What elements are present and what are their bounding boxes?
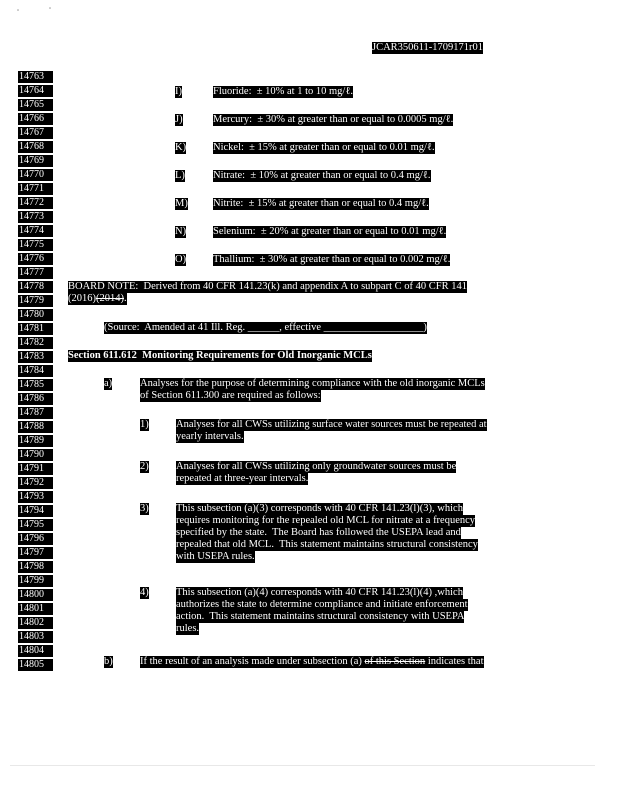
line-number: 14788 — [18, 421, 53, 433]
line-number: 14785 — [18, 379, 53, 391]
line-number: 14797 — [18, 547, 53, 559]
line-number: 14805 — [18, 659, 53, 671]
item-k-text: Nickel: ± 15% at greater than or equal to 0.01 mg/ℓ. — [213, 142, 435, 153]
line-number: 14763 — [18, 71, 53, 83]
sub3-line5: with USEPA rules. — [176, 551, 255, 562]
sub1-line2: yearly intervals. — [176, 431, 244, 442]
item-n-text: Selenium: ± 20% at greater than or equal to 0.01 mg/ℓ. — [213, 226, 447, 237]
sub4-line2: authorizes the state to determine compliance and initiate enforcement — [176, 599, 468, 610]
para-b-text — [140, 656, 484, 668]
para-b-label: b) — [104, 656, 113, 667]
line-number: 14784 — [18, 365, 53, 377]
item-o-label: O) — [175, 254, 187, 265]
line-number: 14765 — [18, 99, 53, 111]
line-number: 14787 — [18, 407, 53, 419]
board-note-line2 — [68, 293, 127, 305]
sub3-label: 3) — [140, 503, 149, 514]
sub3-line1: This subsection (a)(3) corresponds with 40 CFR 141.23(l)(3), which — [176, 503, 463, 514]
board-note-line1: BOARD NOTE: Derived from 40 CFR 141.23(k) and appendix A to subpart C of 40 CFR 141 — [68, 281, 467, 292]
line-number: 14768 — [18, 141, 53, 153]
line-number: 14791 — [18, 463, 53, 475]
item-m-text: Nitrite: ± 15% at greater than or equal to 0.4 mg/ℓ. — [213, 198, 429, 209]
line-number: 14775 — [18, 239, 53, 251]
sub2-label: 2) — [140, 461, 149, 472]
line-number: 14804 — [18, 645, 53, 657]
board-note-period: . — [124, 293, 127, 304]
item-i-text: Fluoride: ± 10% at 1 to 10 mg/ℓ. — [213, 86, 353, 97]
line-number: 14764 — [18, 85, 53, 97]
line-number: 14799 — [18, 575, 53, 587]
sub3-line4: repealed that old MCL. This statement maintains structural consistency — [176, 539, 478, 550]
line-number: 14803 — [18, 631, 53, 643]
item-n-label: N) — [175, 226, 187, 237]
item-m-label: M) — [175, 198, 188, 209]
document-id: JCAR350611-1709171r01 — [372, 42, 484, 53]
para-a-label: a) — [104, 378, 113, 389]
sub3-line2: requires monitoring for the repealed old MCL for nitrate at a frequency — [176, 515, 476, 526]
line-number: 14766 — [18, 113, 53, 125]
line-number: 14800 — [18, 589, 53, 601]
item-k-label: K) — [175, 142, 187, 153]
item-j-label: J) — [175, 114, 183, 125]
line-number: 14771 — [18, 183, 53, 195]
line-number: 14781 — [18, 323, 53, 335]
sub4-line4: rules. — [176, 623, 200, 634]
line-number: 14801 — [18, 603, 53, 615]
board-note-year: (2016) — [68, 293, 96, 304]
sub4-line3: action. This statement maintains structural consistency with USEPA — [176, 611, 465, 622]
line-number: 14770 — [18, 169, 53, 181]
line-number: 14778 — [18, 281, 53, 293]
line-number: 14796 — [18, 533, 53, 545]
item-l-label: L) — [175, 170, 185, 181]
line-number: 14774 — [18, 225, 53, 237]
source-note: (Source: Amended at 41 Ill. Reg. ______, effective ___________________) — [104, 322, 427, 333]
item-i-label: I) — [175, 86, 182, 97]
footer-rule — [10, 765, 595, 766]
line-number: 14789 — [18, 435, 53, 447]
line-number: 14780 — [18, 309, 53, 321]
line-number: 14773 — [18, 211, 53, 223]
sub2-line2: repeated at three-year intervals. — [176, 473, 309, 484]
line-number: 14769 — [18, 155, 53, 167]
item-l-text: Nitrate: ± 10% at greater than or equal to 0.4 mg/ℓ. — [213, 170, 431, 181]
line-number: 14777 — [18, 267, 53, 279]
line-number: 14795 — [18, 519, 53, 531]
sub3-line3: specified by the state. The Board has followed the USEPA lead and — [176, 527, 461, 538]
line-number: 14772 — [18, 197, 53, 209]
para-b-start: If the result of an analysis made under subsection (a) — [140, 656, 365, 667]
line-number: 14783 — [18, 351, 53, 363]
sub1-line1: Analyses for all CWSs utilizing surface water sources must be repeated at — [176, 419, 487, 430]
sub2-line1: Analyses for all CWSs utilizing only groundwater sources must be — [176, 461, 457, 472]
item-j-text: Mercury: ± 30% at greater than or equal to 0.0005 mg/ℓ. — [213, 114, 454, 125]
line-number: 14786 — [18, 393, 53, 405]
line-number: 14790 — [18, 449, 53, 461]
scan-specks — [0, 0, 60, 20]
section-title: Section 611.612 Monitoring Requirements for Old Inorganic MCLs — [68, 350, 372, 361]
item-o-text: Thallium: ± 30% at greater than or equal to 0.002 mg/ℓ. — [213, 254, 451, 265]
line-number: 14802 — [18, 617, 53, 629]
line-number: 14782 — [18, 337, 53, 349]
line-number: 14793 — [18, 491, 53, 503]
line-number: 14779 — [18, 295, 53, 307]
line-number: 14792 — [18, 477, 53, 489]
line-number: 14776 — [18, 253, 53, 265]
line-number: 14798 — [18, 561, 53, 573]
board-note-struck-year: (2014) — [96, 293, 124, 304]
sub4-label: 4) — [140, 587, 149, 598]
para-b-struck: of this Section — [364, 656, 426, 667]
para-a-line1: Analyses for the purpose of determining compliance with the old inorganic MCLs — [140, 378, 485, 389]
sub4-line1: This subsection (a)(4) corresponds with 40 CFR 141.23(l)(4) ,which — [176, 587, 463, 598]
line-number: 14794 — [18, 505, 53, 517]
sub1-label: 1) — [140, 419, 149, 430]
para-b-end: indicates that — [425, 656, 484, 667]
para-a-line2: of Section 611.300 are required as follows: — [140, 390, 321, 401]
line-number: 14767 — [18, 127, 53, 139]
